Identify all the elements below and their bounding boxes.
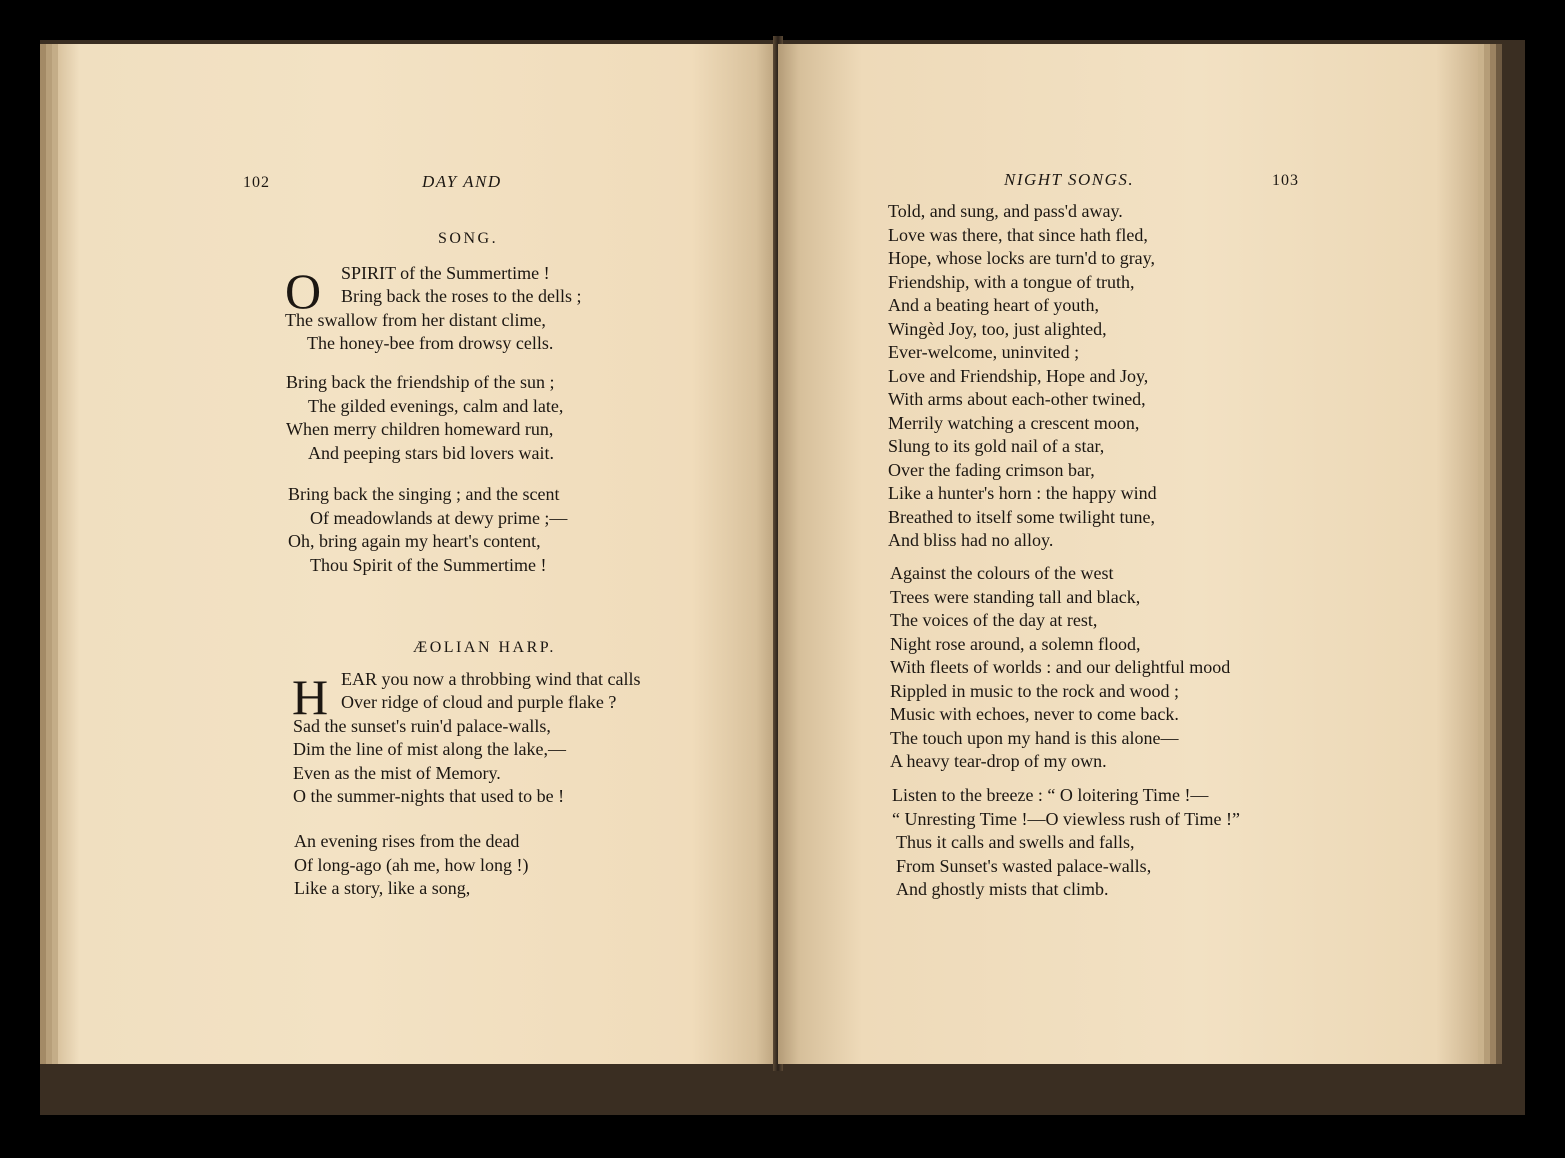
verse-line: The swallow from her distant clime, (285, 309, 546, 330)
verse-line: Thus it calls and swells and falls, (896, 832, 1135, 852)
verse-line: The touch upon my hand is this alone— (890, 727, 1179, 748)
verse-line: Ever-welcome, uninvited ; (888, 342, 1080, 362)
verse-line: When merry children homeward run, (286, 419, 554, 439)
verse-line: Night rose around, a solemn flood, (890, 633, 1141, 654)
verse-line: O the summer-nights that used to be ! (293, 786, 565, 806)
verse-line: Sad the sunset's ruin'd palace-walls, (293, 715, 551, 736)
verse-line: Told, and sung, and pass'd away. (888, 201, 1123, 221)
drop-cap-h: H (292, 669, 329, 725)
verse-line: And bliss had no alloy. (888, 530, 1054, 550)
verse-line: Against the colours of the west (890, 563, 1114, 583)
verse-line: And a beating heart of youth, (888, 295, 1099, 315)
verse-line: Bring back the roses to the dells ; (341, 286, 582, 306)
verse-line: Hope, whose locks are turn'd to gray, (888, 248, 1156, 268)
verse-line: Of long-ago (ah me, how long !) (294, 854, 529, 875)
verse-line: And ghostly mists that climb. (896, 879, 1109, 899)
left-page-number: 102 (243, 174, 270, 191)
verse-line: Over ridge of cloud and purple flake ? (341, 692, 617, 712)
right-page-number: 103 (1272, 172, 1299, 189)
harp-stanza-1 (293, 691, 616, 809)
drop-cap-o: O (285, 263, 322, 319)
song-stanza-3 (288, 483, 567, 577)
left-running-head: DAY AND (422, 172, 502, 191)
verse-line: Bring back the singing ; and the scent (288, 484, 560, 504)
verse-line: Rippled in music to the rock and wood ; (890, 680, 1179, 701)
right-running-head: NIGHT SONGS. (1004, 170, 1135, 189)
verse-line: Love and Friendship, Hope and Joy, (888, 365, 1149, 386)
verse-line: Thou Spirit of the Summertime ! (310, 554, 547, 575)
verse-line: The gilded evenings, calm and late, (308, 395, 564, 416)
verse-line: “ Unresting Time !—O viewless rush of Time !” (892, 808, 1240, 829)
verse-line: Dim the line of mist along the lake,— (293, 739, 566, 759)
verse-line: Trees were standing tall and black, (890, 586, 1141, 607)
verse-line: Love was there, that since hath fled, (888, 224, 1148, 245)
verse-line: Of meadowlands at dewy prime ;— (310, 507, 568, 528)
verse-line: An evening rises from the dead (294, 831, 520, 851)
song-stanza-1 (285, 285, 581, 356)
verse-line: Friendship, with a tongue of truth, (888, 271, 1135, 292)
left-page (58, 44, 778, 1064)
verse-line: With arms about each-other twined, (888, 389, 1146, 409)
harp-continued-stanza-3 (892, 784, 1240, 902)
verse-line: Slung to its gold nail of a star, (888, 436, 1105, 456)
verse-line: From Sunset's wasted palace-walls, (896, 855, 1152, 876)
harp-continued-stanza-2 (890, 562, 1230, 774)
verse-line: The voices of the day at rest, (890, 610, 1098, 630)
verse-line: Wingèd Joy, too, just alighted, (888, 318, 1107, 339)
verse-line: Like a hunter's horn : the happy wind (888, 483, 1157, 503)
harp-stanza-2 (294, 830, 528, 901)
song-stanza-2 (286, 371, 563, 465)
song-first-line: SPIRIT of the Summertime ! (341, 263, 550, 283)
poem-title-aeolian-harp: ÆOLIAN HARP. (413, 639, 556, 656)
verse-line: And peeping stars bid lovers wait. (308, 442, 554, 463)
verse-line: Music with echoes, never to come back. (890, 704, 1179, 724)
verse-line: Like a story, like a song, (294, 878, 471, 898)
poem-title-song: SONG. (438, 230, 499, 247)
verse-line: Listen to the breeze : “ O loitering Time !— (892, 785, 1209, 805)
harp-continued-stanza-1 (888, 200, 1157, 553)
verse-line: The honey-bee from drowsy cells. (307, 333, 554, 353)
verse-line: Over the fading crimson bar, (888, 459, 1095, 480)
verse-line: Bring back the friendship of the sun ; (286, 372, 555, 392)
verse-line: Breathed to itself some twilight tune, (888, 506, 1155, 527)
verse-line: With fleets of worlds : and our delightful mood (890, 657, 1231, 677)
right-page (778, 44, 1478, 1064)
harp-first-line: EAR you now a throbbing wind that calls (341, 669, 641, 689)
verse-line: Oh, bring again my heart's content, (288, 531, 541, 551)
verse-line: Merrily watching a crescent moon, (888, 412, 1140, 433)
verse-line: Even as the mist of Memory. (293, 762, 501, 783)
verse-line: A heavy tear-drop of my own. (890, 751, 1107, 771)
